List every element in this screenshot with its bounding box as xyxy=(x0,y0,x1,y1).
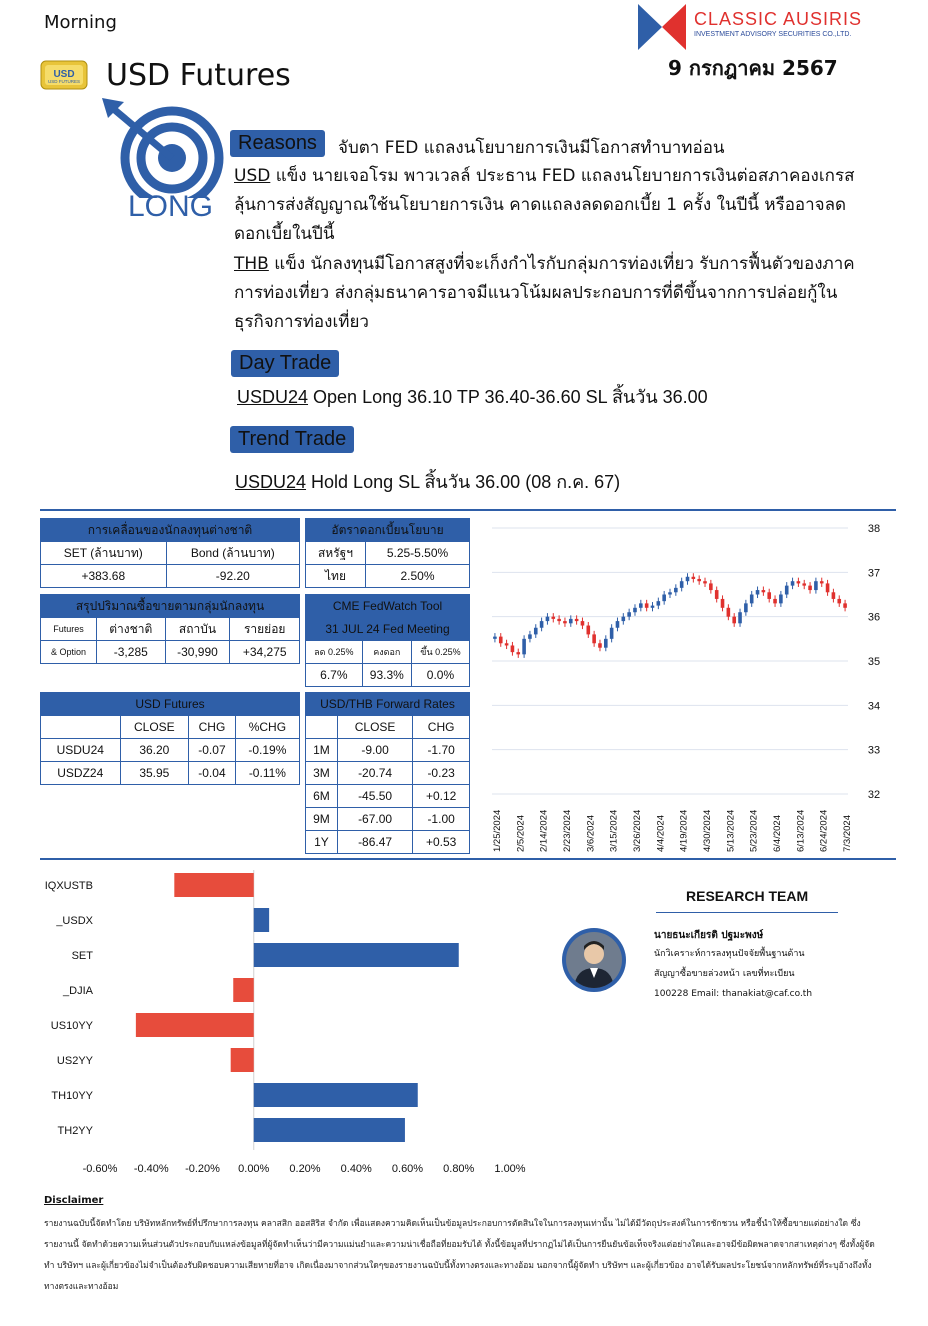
analyst-title: นักวิเคราะห์การลงทุนปัจจัยพื้นฐานด้าน xyxy=(654,949,805,959)
x-tick-label: 0.60% xyxy=(391,1163,424,1175)
x-tick-label: 4/4/2024 xyxy=(655,815,667,852)
forward-cell: -67.00 xyxy=(337,808,412,831)
usd-futures-cell: -0.19% xyxy=(235,739,299,762)
candle-body xyxy=(662,595,666,602)
volume-value: -30,990 xyxy=(165,641,230,664)
forward-cell: 9M xyxy=(306,808,338,831)
foreign-flow-col1: SET (ล้านบาท) xyxy=(41,542,167,565)
x-tick-label: 3/6/2024 xyxy=(585,815,597,852)
x-tick-label: 2/23/2024 xyxy=(562,809,573,852)
candle-body xyxy=(715,590,719,599)
candle-body xyxy=(569,619,573,623)
candle-body xyxy=(843,603,847,607)
x-tick-label: 6/13/2024 xyxy=(795,809,807,852)
usd-futures-header xyxy=(41,716,121,739)
foreign-flow-title: การเคลื่อนของนักลงทุนต่างชาติ xyxy=(41,519,300,542)
trend-trade-pill: Trend Trade xyxy=(230,426,354,453)
bar xyxy=(254,943,459,967)
candle-body xyxy=(528,634,532,638)
candle-body xyxy=(645,603,649,607)
category-label: US10YY xyxy=(50,1020,93,1032)
candle-body xyxy=(668,592,672,594)
reasons-pill: Reasons xyxy=(230,130,325,157)
y-tick-label: 32 xyxy=(867,789,881,801)
svg-text:USD FUTURES: USD FUTURES xyxy=(47,79,81,84)
trend-trade-text: Hold Long SL สิ้นวัน 36.00 (08 ก.ค. 67) xyxy=(306,472,621,492)
foreign-flow-table xyxy=(40,518,300,588)
table-row xyxy=(306,739,470,762)
svg-text:USD: USD xyxy=(53,69,75,80)
market-change-chart xyxy=(40,870,540,1180)
volume-value: +34,275 xyxy=(230,641,300,664)
foreign-flow-col2: Bond (ล้านบาท) xyxy=(166,542,299,565)
bar xyxy=(254,908,269,932)
table-row xyxy=(41,762,300,785)
x-tick-label: 5/23/2024 xyxy=(748,809,760,852)
policy-rate: 5.25-5.50% xyxy=(366,542,470,565)
forward-cell: 1Y xyxy=(306,831,338,854)
y-tick-label: 36 xyxy=(867,611,881,624)
candle-body xyxy=(802,583,806,585)
category-label: IQXUSTB xyxy=(44,880,93,892)
candle-body xyxy=(750,595,754,604)
forward-cell: 6M xyxy=(306,785,338,808)
forward-cell: -1.00 xyxy=(413,808,470,831)
volume-value: -3,285 xyxy=(97,641,166,664)
candle-body xyxy=(493,637,497,639)
policy-country: ไทย xyxy=(306,565,366,588)
forward-header: CLOSE xyxy=(337,716,412,739)
fedwatch-title: CME FedWatch Tool xyxy=(306,595,470,618)
analyst-name: นายธนะเกียรติ ปฐมะพงษ์ xyxy=(654,930,764,941)
x-tick-label: 1.00% xyxy=(494,1163,526,1175)
x-tick-label: 5/13/2024 xyxy=(725,809,737,852)
x-tick-label: 4/30/2024 xyxy=(702,809,713,852)
category-label: TH10YY xyxy=(51,1090,93,1102)
candle-body xyxy=(616,621,620,628)
fedwatch-header: ลด 0.25% xyxy=(306,641,363,664)
category-label: _USDX xyxy=(56,915,93,927)
report-date: 9 กรกฎาคม 2567 xyxy=(668,56,838,80)
x-tick-label: -0.20% xyxy=(185,1163,220,1175)
disclaimer-body: รายงานฉบับนี้จัดทำโดย บริษัทหลักทรัพย์ที่ปรึกษาการลงทุน คลาสสิก ออสสิริส จำกัด เพื่อแสดงความคิดเห็นเป็นข้อมูลประกอบการตัดสินใจในการลงทุนเท่านั้น ไม่ได้มีวัตถุประสงค์ในการชักชวน หรือชี้นำให้ซื้อขายแต่อย่างใด ซึ่งรายงานนี้ จัดทำด้วยความเห็นส่วนตัวประกอบกับแหล่งข้อมูลที่ผู้จัดทำเห็นว่ามีความแม่นยำและความน่าเชื่อถือที่ยอมรับได้ ทั้งนี้ข้อมูลที่ปรากฏไม่ได้เป็นการยืนยันข้อเท็จจริงแต่อย่างใดและอาจมีข้อผิดพลาดจากสาเหตุต่างๆ ซึ่งทั้งผู้จัดทำ บริษัทฯ และผู้เกี่ยวข้องไม่จำเป็นต้องรับผิดชอบความเสียหายที่อาจ เกิดเนื่องมาจากส่วนใดๆของรายงานฉบับนี้ทั้งทางตรงและทางอ้อม นอกจากนี้ผู้จัดทำ บริษัทฯ และผู้เกี่ยวข้อง อาจได้รับผลประโยชน์จากหลักทรัพย์ที่ระบุอ้างถึงทั้งทางตรงและทางอ้อม xyxy=(44,1219,875,1292)
candle-body xyxy=(627,612,631,616)
volume-summary-title: สรุปปริมาณซื้อขายตามกลุ่มนักลงทุน xyxy=(41,595,300,618)
research-divider xyxy=(656,912,838,913)
usd-reason xyxy=(234,162,874,249)
day-trade-pill: Day Trade xyxy=(231,350,339,377)
candle-body xyxy=(622,617,626,621)
signal-label: LONG xyxy=(128,190,214,223)
volume-header: รายย่อย xyxy=(230,618,300,641)
reasons-headline: จับตา FED แถลงนโยบายการเงินมีโอกาสทำบาทอ่อน xyxy=(338,138,725,158)
policy-rate-title: อัตราดอกเบี้ยนโยบาย xyxy=(306,519,470,542)
usd-futures-cell: USDU24 xyxy=(41,739,121,762)
policy-country: สหรัฐฯ xyxy=(306,542,366,565)
x-tick-label: 0.40% xyxy=(340,1163,372,1175)
volume-header: สถาบัน xyxy=(165,618,230,641)
candle-body xyxy=(732,617,736,624)
candle-body xyxy=(633,608,637,612)
candle-body xyxy=(832,592,836,599)
x-tick-label: 0.20% xyxy=(289,1163,321,1175)
x-tick-label: 4/19/2024 xyxy=(678,809,690,852)
category-label: US2YY xyxy=(56,1055,93,1067)
thb-tag: THB xyxy=(234,254,269,274)
x-tick-label: 3/15/2024 xyxy=(608,809,620,852)
table-row xyxy=(306,762,470,785)
candle-body xyxy=(499,637,503,644)
candle-body xyxy=(575,619,579,621)
analyst-email: 100228 Email: thanakiat@caf.co.th xyxy=(654,989,813,999)
candle-body xyxy=(563,621,567,623)
fedwatch-header: คงดอก xyxy=(362,641,411,664)
bar xyxy=(254,1118,405,1142)
bar xyxy=(174,873,253,897)
section-divider xyxy=(40,509,896,511)
day-trade-line xyxy=(237,382,708,411)
candle-body xyxy=(586,626,590,635)
usd-futures-cell: 36.20 xyxy=(120,739,189,762)
usd-futures-cell: -0.04 xyxy=(189,762,236,785)
fedwatch-value: 6.7% xyxy=(306,664,363,687)
x-tick-label: 1/25/2024 xyxy=(492,809,503,852)
x-tick-label: 6/4/2024 xyxy=(772,815,783,852)
candle-body xyxy=(697,579,701,581)
x-tick-label: 2/14/2024 xyxy=(538,809,550,852)
candle-body xyxy=(791,581,795,585)
candle-body xyxy=(534,628,538,635)
candle-body xyxy=(762,590,766,592)
y-tick-label: 34 xyxy=(867,700,881,713)
candle-body xyxy=(610,628,614,639)
candle-body xyxy=(546,617,550,621)
usd-futures-cell: USDZ24 xyxy=(41,762,121,785)
x-tick-label: 7/3/2024 xyxy=(842,815,853,852)
usd-futures-cell: -0.11% xyxy=(235,762,299,785)
page-title: USD Futures xyxy=(106,58,291,93)
candle-body xyxy=(511,645,515,652)
candle-body xyxy=(540,621,544,628)
candle-body xyxy=(680,581,684,588)
candle-body xyxy=(727,608,731,617)
candle-body xyxy=(692,577,696,579)
candle-body xyxy=(797,581,801,583)
thb-reason-text: แข็ง นักลงทุนมีโอกาสสูงที่จะเก็งกำไรกับกลุ่มการท่องเที่ยว รับการฟื้นตัวของภาคการท่องเที่ยว ส่งกลุ่มธนาคารอาจมีแนวโน้มผลประกอบการที่ดีขึ้นจากการปล่อยกู้ในธุรกิจการท่องเที่ยว xyxy=(234,254,855,332)
forward-rates-table xyxy=(305,692,470,854)
candle-body xyxy=(674,588,678,592)
volume-header: ต่างชาติ xyxy=(97,618,166,641)
y-tick-label: 38 xyxy=(867,523,881,535)
x-tick-label: 0.00% xyxy=(238,1163,270,1175)
bar xyxy=(231,1048,254,1072)
fedwatch-value: 93.3% xyxy=(362,664,411,687)
candle-body xyxy=(814,581,818,590)
y-tick-label: 37 xyxy=(867,567,881,580)
table-row xyxy=(306,831,470,854)
table-row xyxy=(306,808,470,831)
candle-body xyxy=(516,652,520,654)
candle-body xyxy=(779,595,783,604)
x-tick-label: 6/24/2024 xyxy=(818,809,830,852)
candle-body xyxy=(651,606,655,608)
bar xyxy=(233,978,254,1002)
bar xyxy=(136,1013,254,1037)
candle-body xyxy=(820,581,824,583)
usd-tag: USD xyxy=(234,166,271,186)
candle-body xyxy=(604,639,608,648)
table-row xyxy=(41,739,300,762)
x-tick-label: 0.80% xyxy=(443,1163,475,1175)
volume-summary-table xyxy=(40,594,300,664)
usd-futures-badge-icon xyxy=(40,58,88,92)
fedwatch-subtitle: 31 JUL 24 Fed Meeting xyxy=(306,618,470,641)
candle-body xyxy=(686,577,690,581)
bar xyxy=(254,1083,418,1107)
x-tick-label: -0.40% xyxy=(133,1163,169,1175)
section-divider xyxy=(40,858,896,860)
x-tick-label: 3/26/2024 xyxy=(632,809,643,852)
usd-futures-table xyxy=(40,692,300,785)
forward-cell: +0.53 xyxy=(413,831,470,854)
candle-body xyxy=(551,617,555,619)
forward-header xyxy=(306,716,338,739)
avatar xyxy=(562,928,626,992)
candle-body xyxy=(598,643,602,647)
usd-futures-cell: -0.07 xyxy=(189,739,236,762)
candle-body xyxy=(709,583,713,590)
category-label: SET xyxy=(71,950,93,962)
usd-futures-header: %CHG xyxy=(235,716,299,739)
candle-body xyxy=(657,601,661,605)
fedwatch-header: ขึ้น 0.25% xyxy=(411,641,469,664)
candle-body xyxy=(744,603,748,612)
candle-body xyxy=(767,592,771,599)
y-tick-label: 35 xyxy=(867,656,881,668)
foreign-flow-val1: +383.68 xyxy=(41,565,167,588)
trend-trade-symbol: USDU24 xyxy=(235,472,307,492)
session-label: Morning xyxy=(44,12,117,33)
volume-label-futures: Futures xyxy=(41,618,97,641)
forward-cell: +0.12 xyxy=(413,785,470,808)
candle-body xyxy=(592,634,596,643)
fedwatch-value: 0.0% xyxy=(411,664,469,687)
candle-body xyxy=(557,619,561,621)
day-trade-symbol: USDU24 xyxy=(237,387,309,407)
trend-trade-line xyxy=(235,467,620,496)
thb-reason xyxy=(234,250,874,337)
forward-cell: 3M xyxy=(306,762,338,785)
category-label: _DJIA xyxy=(63,985,93,997)
policy-rate-table xyxy=(305,518,470,588)
category-label: TH2YY xyxy=(57,1125,93,1137)
forward-cell: 1M xyxy=(306,739,338,762)
forward-cell: -86.47 xyxy=(337,831,412,854)
forward-header: CHG xyxy=(413,716,470,739)
day-trade-text: Open Long 36.10 TP 36.40-36.60 SL สิ้นวัน 36.00 xyxy=(308,387,708,407)
candle-body xyxy=(639,603,643,607)
foreign-flow-val2: -92.20 xyxy=(166,565,299,588)
company-name: CLASSIC AUSIRIS xyxy=(694,9,863,29)
research-team-title: RESEARCH TEAM xyxy=(686,888,809,904)
forward-cell: -20.74 xyxy=(337,762,412,785)
candle-body xyxy=(808,586,812,590)
usd-futures-title: USD Futures xyxy=(41,693,300,716)
usd-reason-text: แข็ง นายเจอโรม พาวเวลล์ ประธาน FED แถลงนโยบายการเงินต่อสภาคองเกรส ลุ้นการส่งสัญญาณใช้นโยบายการเงิน คาดแถลงลดดอกเบี้ย 1 ครั้ง ในปีนี้ หรืออาจลดดอกเบี้ยในปีนี้ xyxy=(234,166,855,244)
candle-body xyxy=(581,621,585,625)
candle-body xyxy=(756,590,760,594)
candle-body xyxy=(837,599,841,603)
forward-cell: -0.23 xyxy=(413,762,470,785)
table-row xyxy=(306,785,470,808)
x-tick-label: -0.60% xyxy=(82,1163,118,1175)
forward-cell: -45.50 xyxy=(337,785,412,808)
y-tick-label: 33 xyxy=(867,744,881,757)
company-logo-icon xyxy=(638,4,686,50)
usd-futures-cell: 35.95 xyxy=(120,762,189,785)
usdthb-price-chart xyxy=(488,516,896,860)
company-subtitle: INVESTMENT ADVISORY SECURITIES CO.,LTD. xyxy=(694,31,852,38)
forward-cell: -1.70 xyxy=(413,739,470,762)
candle-body xyxy=(703,581,707,583)
candle-body xyxy=(826,583,830,592)
analyst-registration: สัญญาซื้อขายล่วงหน้า เลขที่ทะเบียน xyxy=(654,969,795,979)
forward-rates-title: USD/THB Forward Rates xyxy=(306,693,470,716)
target-icon xyxy=(80,98,230,198)
volume-label-option: & Option xyxy=(41,641,97,664)
candle-body xyxy=(738,612,742,623)
policy-rate: 2.50% xyxy=(366,565,470,588)
forward-cell: -9.00 xyxy=(337,739,412,762)
fedwatch-table xyxy=(305,594,470,687)
disclaimer-title: Disclaimer xyxy=(44,1195,104,1206)
x-tick-label: 2/5/2024 xyxy=(515,815,527,852)
candle-body xyxy=(505,643,509,645)
candle-body xyxy=(522,639,526,655)
candle-body xyxy=(721,599,725,608)
usd-futures-header: CHG xyxy=(189,716,236,739)
candle-body xyxy=(785,586,789,595)
candle-body xyxy=(773,599,777,603)
usd-futures-header: CLOSE xyxy=(120,716,189,739)
